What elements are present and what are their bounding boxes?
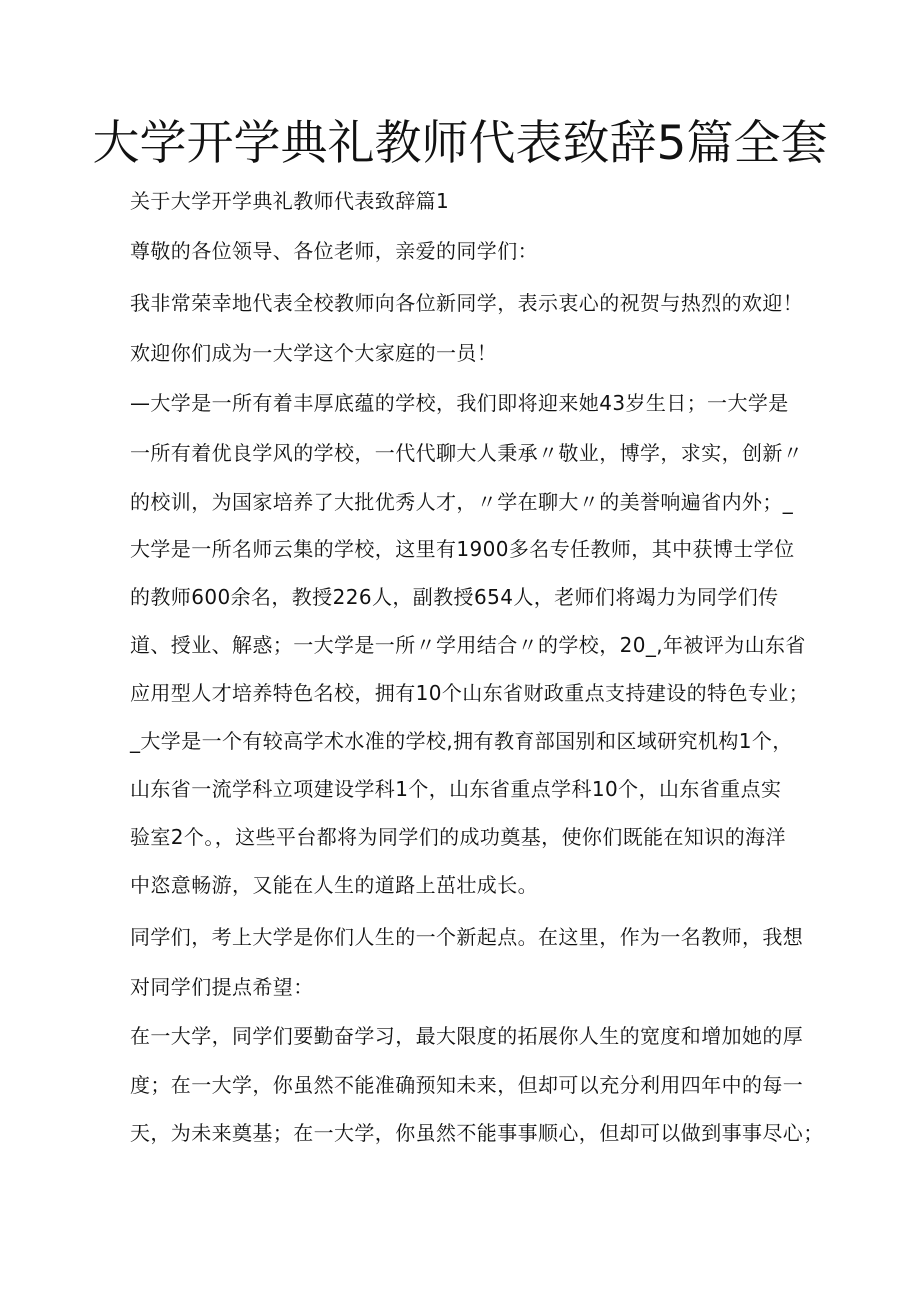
text-line: 在一大学，同学们要勤奋学习，最大限度的拓展你人生的宽度和增加她的厚 [130,1024,804,1048]
text-line: 山东省一流学科立项建设学科1个，山东省重点学科10个，山东省重点实 [130,777,782,801]
text-line: 天，为未来奠基；在一大学，你虽然不能事事顺心，但却可以做到事事尽心； [130,1121,824,1145]
text-line: 大学是一所名师云集的学校，这里有1900多名专任教师，其中获博士学位 [130,537,795,561]
text-line: 我非常荣幸地代表全校教师向各位新同学，表示衷心的祝贺与热烈的欢迎！ [130,291,804,315]
text-line: 欢迎你们成为一大学这个大家庭的一员！ [130,341,498,365]
text-line: 一所有着优良学风的学校，一代代聊大人秉承〃敬业，博学，求实，创新〃 [130,441,804,465]
document-subtitle: 关于大学开学典礼教师代表致辞篇1 [130,189,450,213]
text-line: —大学是一所有着丰厚底蕴的学校，我们即将迎来她43岁生日；一大学是 [130,391,789,415]
text-line: 的校训，为国家培养了大批优秀人才，〃学在聊大〃的美誉响遍省内外；_ [130,490,794,514]
text-line: _大学是一个有较高学术水准的学校,拥有教育部国别和区域研究机构1个， [130,729,793,753]
document-title: 大学开学典礼教师代表致辞5篇全套 [92,116,828,171]
text-line: 对同学们提点希望： [130,975,314,999]
text-line: 尊敬的各位领导、各位老师，亲爱的同学们： [130,239,538,263]
text-line: 中恣意畅游，又能在人生的道路上茁壮成长。 [130,873,538,897]
text-line: 同学们，考上大学是你们人生的一个新起点。在这里，作为一名教师，我想 [130,925,804,949]
text-line: 的教师600余名，教授226人，副教授654人，老师们将竭力为同学们传 [130,585,779,609]
text-line: 道、授业、解惑；一大学是一所〃学用结合〃的学校，20_,年被评为山东省 [130,633,806,657]
text-line: 应用型人才培养特色名校，拥有10个山东省财政重点支持建设的特色专业； [130,681,810,705]
text-line: 度；在一大学，你虽然不能准确预知未来，但却可以充分利用四年中的每一 [130,1073,804,1097]
text-line: 验室2个。，这些平台都将为同学们的成功奠基，使你们既能在知识的海洋 [130,825,786,849]
